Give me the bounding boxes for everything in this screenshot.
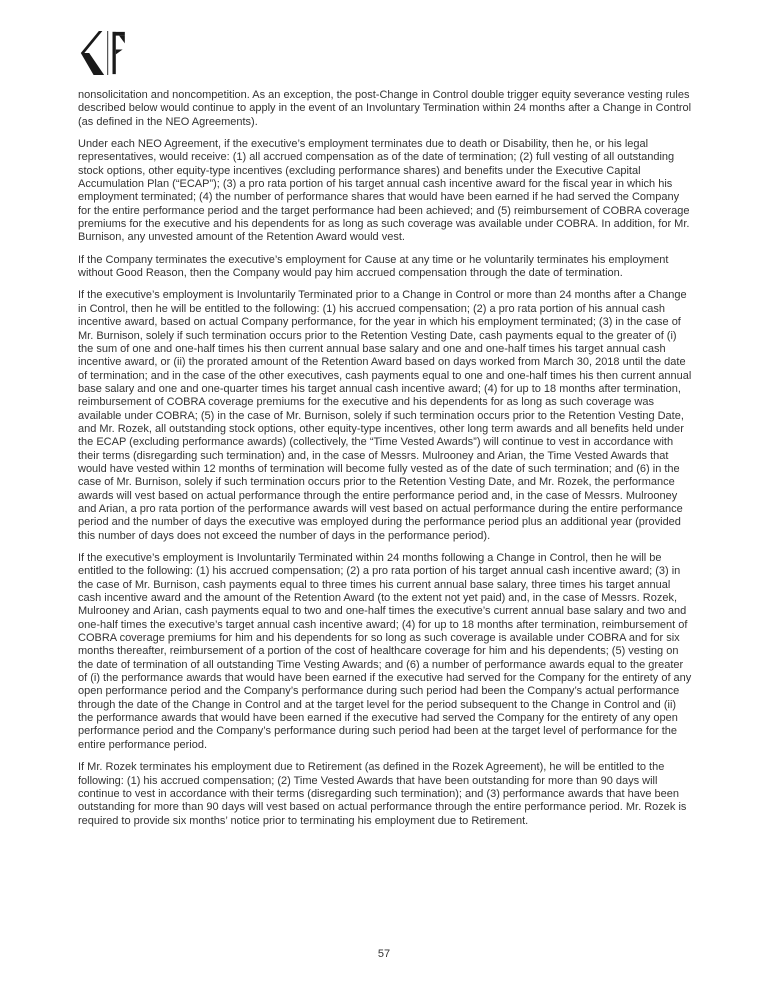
body-text (78, 89, 692, 837)
paragraph-4: If the executive’s employment is Involuntarily Terminated prior to a Change in Control or more than 24 months after a Change in Control, then he will be entitled to the following: (1) his accrued compensation; (2) a pro rata portion of his annual cash incentive award, based on actual Company performance, for the year in which his employment terminated; (3) in the case of Mr. Burnison, solely if such termination occurs prior to the Retention Vesting Date, cash payments equal to the greater of (i) the sum of one and one-half times his then current annual base salary and one and one-half times his target annual cash incentive award, or (ii) the prorated amount of the Retention Award based on days worked from March 30, 2018 until the date of termination; and in the case of the other executives, cash payments equal to one and one-half times his then current annual base salary and one and one-quarter times his target annual cash incentive award; (4) for up to 18 months after termination, reimbursement of COBRA coverage premiums for the executive and his dependents for as long as such coverage was available under COBRA; (5) in the case of Mr. Burnison, solely if such termination occurs prior to the Retention Vesting Date, and Mr. Rozek, all outstanding stock options, other equity-type incentives, other long term awards and all benefits held under the ECAP (excluding performance awards) (collectively, the “Time Vested Awards”) will continue to vest in accordance with their terms (disregarding such termination) and, in the case of Messrs. Mulrooney and Arian, the Time Vested Awards that would have vested within 12 months of termination will become fully vested as of the date of such termination; and (6) in the case of Mr. Burnison, solely if such termination occurs prior to the Retention Vesting Date, and Mr. Rozek, the performance awards will vest based on actual performance through the entire performance period and, in the case of Messrs. Mulrooney and Arian, a pro rata portion of the performance awards will vest based on actual performance during the entire performance period and the number of days the executive was employed during the performance period plus an additional year (provided this number of days does not exceed the number of days in the performance period). (78, 289, 692, 542)
korn-ferry-logo (78, 31, 125, 75)
paragraph-2: Under each NEO Agreement, if the executive’s employment terminates due to death or Disability, then he, or his legal representatives, would receive: (1) all accrued compensation as of the date of termination; (2) full vesting of all outstanding stock options, other equity-type incentives (excluding performance shares) and benefits under the Executive Capital Accumulation Plan (“ECAP”); (3) a pro rata portion of his target annual cash incentive award for the fiscal year in which his employment terminated; (4) the number of performance shares that would have been earned if he had served the Company for the entire performance period and the target performance had been achieved; and (5) reimbursement of COBRA coverage premiums for the executive and his dependents for as long as such coverage was available under COBRA. In addition, for Mr. Burnison, any unvested amount of the Retention Award would vest. (78, 138, 690, 244)
korn-ferry-logo-icon (78, 31, 125, 75)
paragraph-5: If the executive’s employment is Involuntarily Terminated within 24 months following a Change in Control, then he will be entitled to the following: (1) his accrued compensation; (2) a pro rata portion of his target annual cash incentive award; (3) in the case of Mr. Burnison, cash payments equal to three times his current annual base salary, three times his target annual cash incentive award and the amount of the Retention Award (to the extent not yet paid) and, in the case of Messrs. Rozek, Mulrooney and Arian, cash payments equal to two and one-half times the executive’s current annual base salary and two and one-half times the executive’s target annual cash incentive award; (4) for up to 18 months after termination, reimbursement of COBRA coverage premiums for him and his dependents for so long as such coverage is available under COBRA and for six months thereafter, reimbursement of a portion of the cost of healthcare coverage for him and his dependents; (5) vesting on the date of termination of all outstanding Time Vesting Awards; and (6) a number of performance awards equal to the greater of (i) the performance awards that would have been earned if the executive had served for the Company for the entirety of any open performance period and the Company’s performance during such period had been the Company’s actual performance through the date of the Change in Control and at the target level for the period subsequent to the Change in Control and (ii) the performance awards that would have been earned if the executive had served the Company for the entirety of any open performance period and the Company’s performance during such period had been at the target level of performance for the entire performance period. (78, 552, 692, 751)
page-number: 57 (377, 948, 391, 960)
paragraph-6: If Mr. Rozek terminates his employment due to Retirement (as defined in the Rozek Agreement), he will be entitled to the following: (1) his accrued compensation; (2) Time Vested Awards that have been outstanding for more than 90 days will continue to vest in accordance with their terms (disregarding such termination); and (3) performance awards that have been outstanding for more than 90 days will vest based on actual performance through the entire performance period. Mr. Rozek is required to provide six months’ notice prior to terminating his employment due to Retirement. (78, 761, 687, 827)
paragraph-3: If the Company terminates the executive’s employment for Cause at any time or he voluntarily terminates his employment without Good Reason, then the Company would pay him accrued compensation through the date of termination. (78, 253, 669, 280)
paragraph-1: nonsolicitation and noncompetition. As an exception, the post-Change in Control double trigger equity severance vesting rules described below would continue to apply in the event of an Involuntary Termination within 24 months after a Change in Control (as defined in the NEO Agreements). (78, 89, 692, 128)
